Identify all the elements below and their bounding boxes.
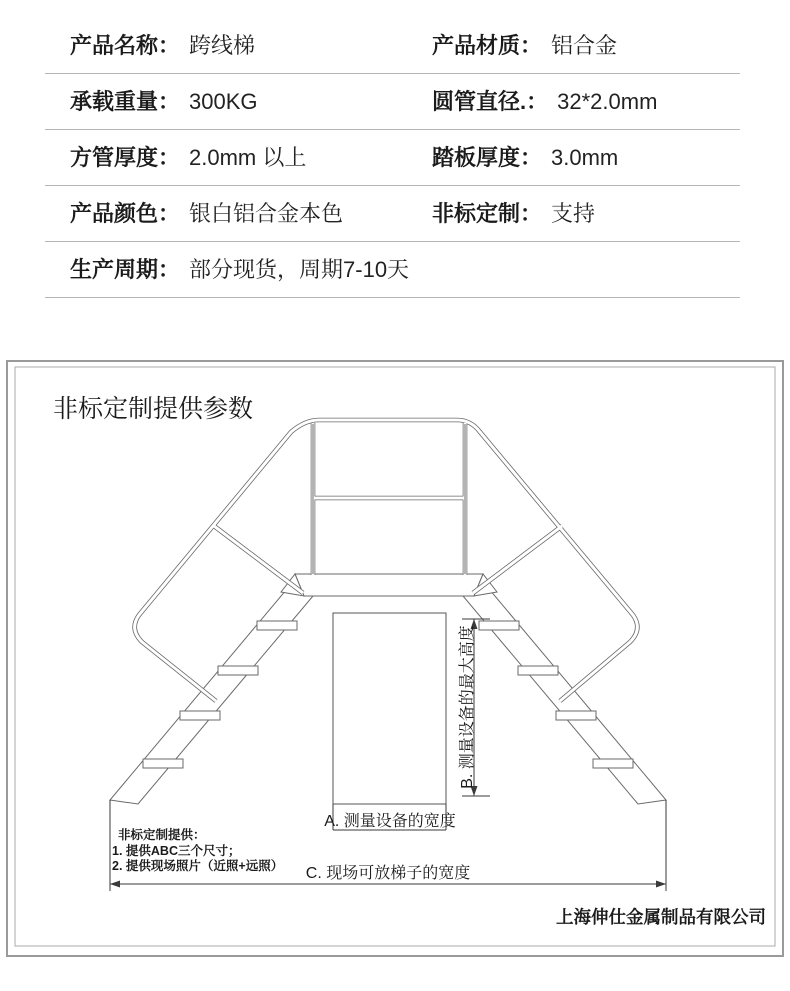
spec-value: 跨线梯 [189, 32, 256, 58]
dimension-a-label: A. 测量设备的宽度 [324, 813, 456, 830]
spec-value: 部分现货，周期7-10天 [189, 256, 410, 282]
equipment-rect [333, 613, 446, 804]
spec-label: 产品名称： [70, 32, 181, 58]
spec-value: 支持 [551, 200, 596, 226]
top-platform [281, 574, 497, 596]
spec-label: 圆管直径.： [432, 88, 549, 114]
spec-value: 2.0mm 以上 [189, 144, 307, 170]
spec-label: 承载重量： [70, 88, 181, 114]
dimension-b-label: B. 测量设备的最大高度 [459, 625, 476, 789]
spec-value: 银白铝合金本色 [189, 200, 344, 226]
spec-label: 方管厚度： [70, 144, 181, 170]
spec-label: 踏板厚度： [432, 144, 543, 170]
spec-value: 铝合金 [551, 32, 618, 58]
custom-notes-line1: 1. 提供ABC三个尺寸； [112, 844, 241, 858]
spec-label: 产品材质： [432, 32, 543, 58]
custom-notes-line2: 2. 提供现场照片（近照+远照） [112, 859, 284, 873]
company-name: 上海伸仕金属制品有限公司 [556, 907, 766, 927]
dimension-c-label: C. 现场可放梯子的宽度 [305, 865, 471, 882]
spec-label: 产品颜色： [70, 200, 181, 226]
dimension-b [457, 619, 490, 796]
dimension-a [324, 804, 456, 830]
spec-value: 300KG [189, 88, 258, 114]
spec-value: 3.0mm [551, 144, 619, 170]
spec-value: 32*2.0mm [557, 88, 658, 114]
drawing-title: 非标定制提供参数 [53, 395, 254, 423]
spec-label: 非标定制： [432, 200, 543, 226]
spec-label: 生产周期： [70, 256, 181, 282]
custom-notes [112, 827, 283, 873]
custom-notes-heading: 非标定制提供： [118, 828, 206, 842]
